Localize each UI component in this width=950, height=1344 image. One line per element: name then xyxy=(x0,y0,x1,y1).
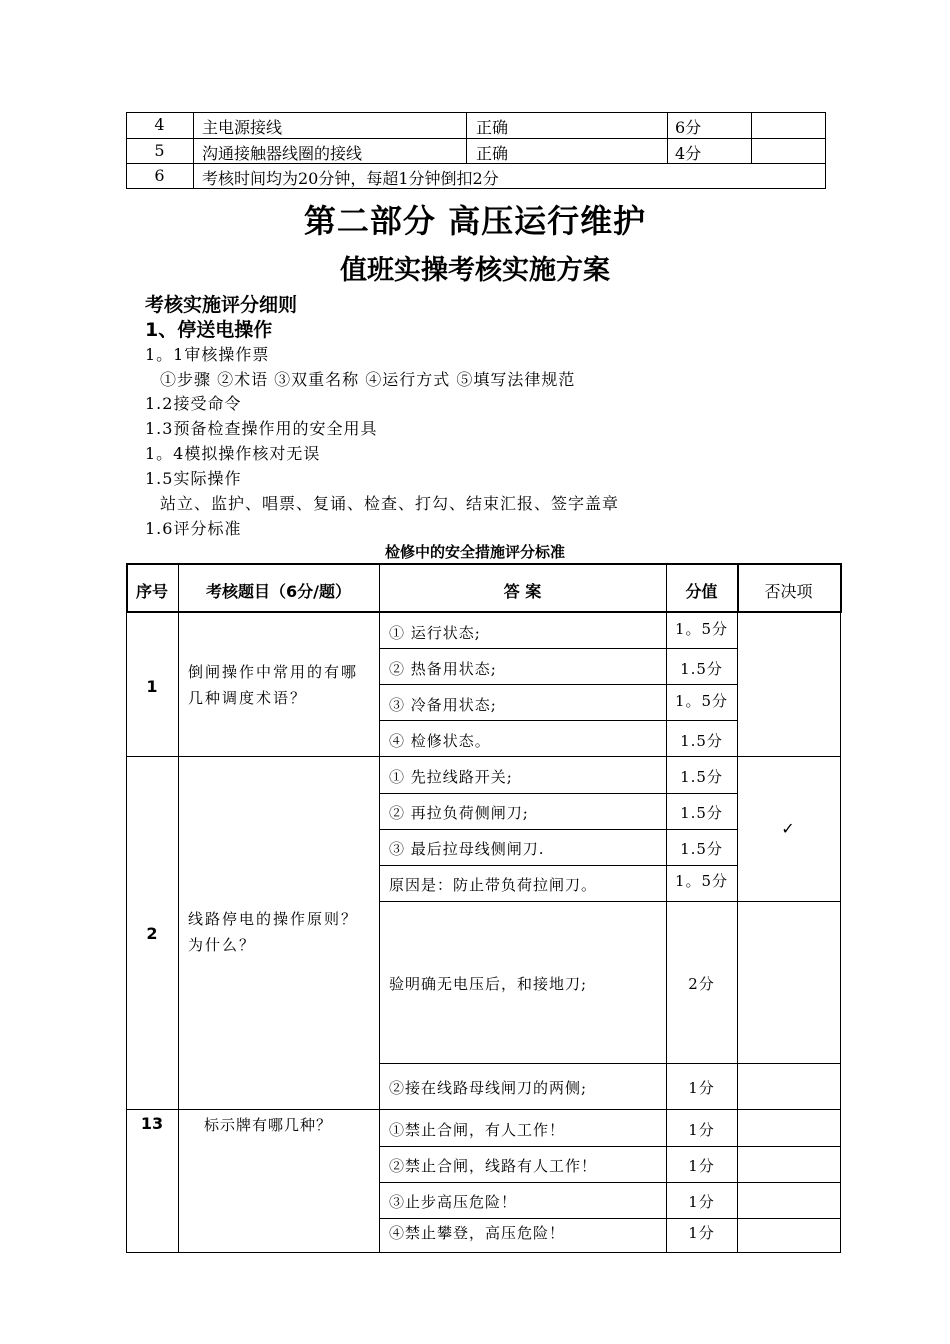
header-answer: 答 案 xyxy=(503,582,542,601)
answer-item: ① 运行状态; xyxy=(389,624,481,642)
question-number: 2 xyxy=(146,924,158,943)
answer-item: ④禁止攀登，高压危险！ xyxy=(389,1224,566,1242)
step-line: 1.6评分标准 xyxy=(145,519,242,538)
table-line xyxy=(126,756,840,757)
answer-item: 验明确无电压后，和接地刀; xyxy=(389,975,588,993)
row-result: 正确 xyxy=(476,118,509,137)
score-value: 1分 xyxy=(688,1121,715,1139)
table-line xyxy=(379,1063,840,1064)
table-line xyxy=(379,829,737,830)
step-line: ①步骤 ②术语 ③双重名称 ④运行方式 ⑤填写法律规范 xyxy=(160,370,576,389)
table-line xyxy=(466,112,467,163)
table-line xyxy=(126,112,826,113)
table-line xyxy=(193,112,194,189)
table-line xyxy=(840,613,841,1253)
question-number: 13 xyxy=(140,1114,164,1133)
table-line xyxy=(126,611,842,613)
table-line xyxy=(379,563,380,1253)
score-value: 1.5分 xyxy=(680,732,723,750)
header-no: 序号 xyxy=(135,582,168,601)
score-value: 1.5分 xyxy=(680,768,723,786)
check-mark-icon: ✓ xyxy=(781,819,796,838)
table-line xyxy=(667,112,668,163)
step-line: 1.5实际操作 xyxy=(145,469,242,488)
row-item: 主电源接线 xyxy=(202,118,283,137)
section-title: 1、停送电操作 xyxy=(145,319,273,341)
table-line xyxy=(737,613,738,1253)
table-caption: 检修中的安全措施评分标准 xyxy=(384,543,565,561)
score-value: 1分 xyxy=(688,1224,715,1242)
step-line: 1.3预备检查操作用的安全用具 xyxy=(145,419,378,438)
table-line xyxy=(379,865,737,866)
row-item: 沟通接触器线圈的接线 xyxy=(202,144,363,163)
part-title: 第二部分 高压运行维护 xyxy=(303,202,647,240)
header-question: 考核题目（6分/题） xyxy=(206,582,351,601)
answer-item: ④ 检修状态。 xyxy=(389,732,491,750)
table-line xyxy=(126,563,127,1253)
answer-item: ②禁止合闸，线路有人工作！ xyxy=(389,1157,598,1175)
row-note: 考核时间均为20分钟，每超1分钟倒扣2分 xyxy=(202,169,499,188)
question-number: 1 xyxy=(146,677,158,696)
step-line: 1。4模拟操作核对无误 xyxy=(145,444,321,463)
table-line xyxy=(379,1218,840,1219)
question-text: 标示牌有哪几种？ xyxy=(204,1116,333,1134)
answer-item: ③ 最后拉母线侧闸刀. xyxy=(389,840,545,858)
score-value: 1.5分 xyxy=(680,840,723,858)
header-veto: 否决项 xyxy=(764,582,813,601)
score-value: 1。5分 xyxy=(674,872,729,890)
table-line xyxy=(379,720,737,721)
score-value: 1分 xyxy=(688,1079,715,1097)
row-number: 6 xyxy=(154,166,165,185)
step-line: 站立、监护、唱票、复诵、检查、打勾、结束汇报、签字盖章 xyxy=(160,494,620,513)
row-score: 4分 xyxy=(675,144,702,163)
answer-item: ② 热备用状态; xyxy=(389,660,497,678)
row-number: 4 xyxy=(154,115,165,134)
table-line xyxy=(178,563,179,1253)
table-line xyxy=(379,648,737,649)
header-score: 分值 xyxy=(685,582,718,601)
rules-title: 考核实施评分细则 xyxy=(145,294,298,316)
score-value: 1分 xyxy=(688,1157,715,1175)
table-line xyxy=(126,563,842,565)
question-text: 倒闸操作中常用的有哪几种调度术语？ xyxy=(188,663,359,707)
step-line: 1。1审核操作票 xyxy=(145,345,270,364)
row-score: 6分 xyxy=(675,118,702,137)
score-value: 1.5分 xyxy=(680,804,723,822)
answer-item: 原因是：防止带负荷拉闸刀。 xyxy=(389,876,598,894)
row-result: 正确 xyxy=(476,144,509,163)
row-number: 5 xyxy=(154,141,165,160)
answer-item: ②接在线路母线闸刀的两侧; xyxy=(389,1079,588,1097)
table-line xyxy=(825,112,826,189)
step-line: 1.2接受命令 xyxy=(145,394,242,413)
score-value: 1分 xyxy=(688,1193,715,1211)
table-line xyxy=(126,138,826,139)
question-text: 线路停电的操作原则？为什么？ xyxy=(188,910,359,954)
answer-item: ③止步高压危险！ xyxy=(389,1193,518,1211)
table-line xyxy=(379,684,737,685)
table-line xyxy=(379,793,737,794)
answer-item: ② 再拉负荷侧闸刀; xyxy=(389,804,529,822)
score-value: 1.5分 xyxy=(680,660,723,678)
table-line xyxy=(126,1252,841,1253)
answer-item: ③ 冷备用状态; xyxy=(389,696,497,714)
answer-item: ①禁止合闸，有人工作！ xyxy=(389,1121,566,1139)
score-value: 1。5分 xyxy=(674,692,729,710)
table-line xyxy=(751,112,752,163)
table-line xyxy=(126,1109,840,1110)
table-line xyxy=(379,1182,840,1183)
table-line xyxy=(379,1146,840,1147)
subtitle: 值班实操考核实施方案 xyxy=(340,255,610,286)
table-line xyxy=(840,563,842,613)
score-value: 1。5分 xyxy=(674,620,729,638)
answer-item: ① 先拉线路开关; xyxy=(389,768,513,786)
score-value: 2分 xyxy=(688,975,715,993)
table-line xyxy=(379,901,840,902)
